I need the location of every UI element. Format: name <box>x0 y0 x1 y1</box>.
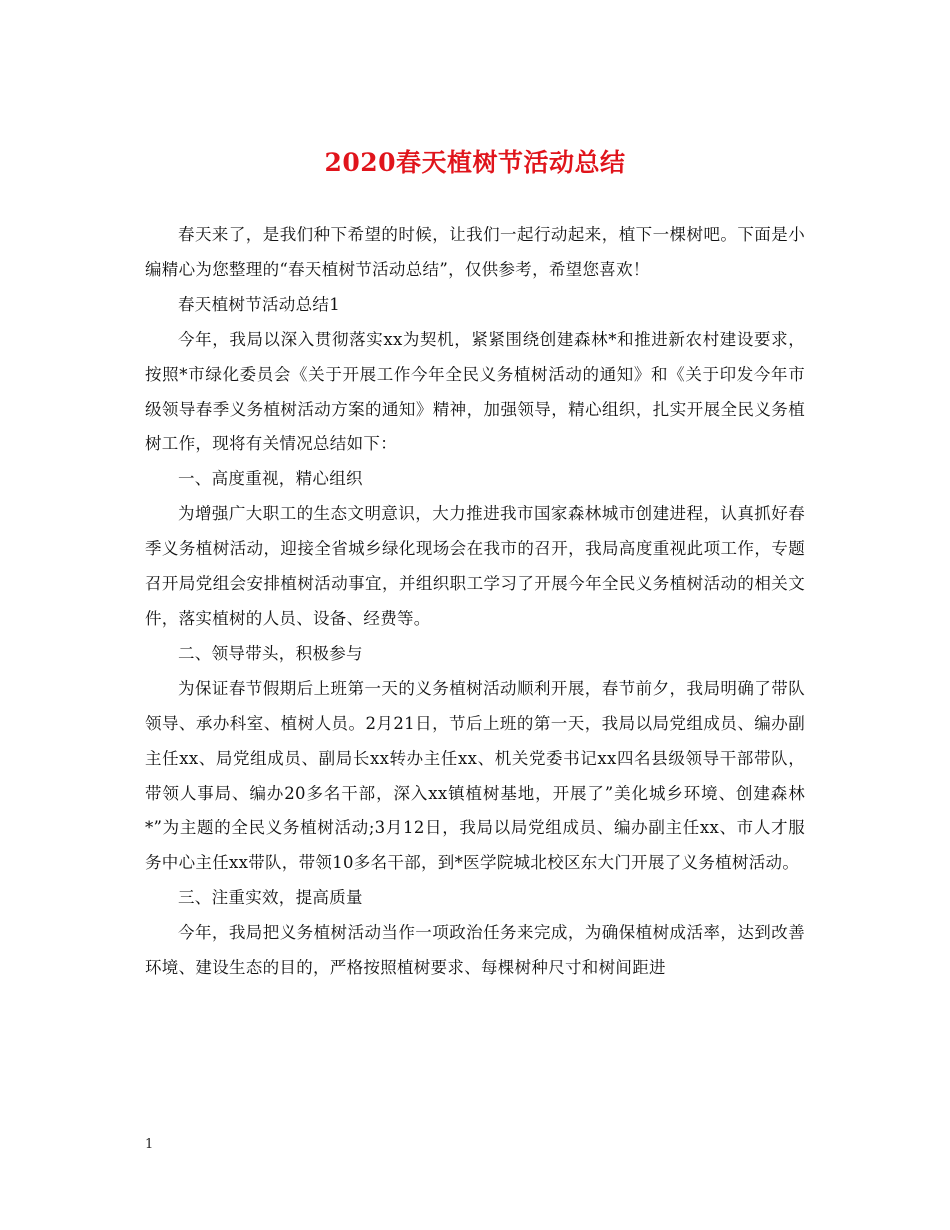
section-heading-1: 一、高度重视，精心组织 <box>178 469 363 489</box>
document-body <box>145 218 805 986</box>
page-number: 1 <box>145 1137 154 1152</box>
section-heading-summary-1: 春天植树节活动总结1 <box>178 294 340 314</box>
section-heading-3: 三、注重实效，提高质量 <box>178 888 363 908</box>
document-title: 2020春天植树节活动总结 <box>324 148 626 177</box>
body-paragraph: 今年，我局以深入贯彻落实xx为契机，紧紧围绕创建森林*和推进新农村建设要求，按照*市绿化委员会《关于开展工作今年全民义务植树活动的通知》和《关于印发今年市级领导春季义务植树活动方案的通知》精神，加强领导，精心组织，扎实开展全民义务植树工作，现将有关情况总结如下： <box>145 329 805 454</box>
intro-paragraph: 春天来了，是我们种下希望的时候，让我们一起行动起来，植下一棵树吧。下面是小编精心为您整理的“春天植树节活动总结”，仅供参考，希望您喜欢！ <box>145 225 805 279</box>
section-heading-2: 二、领导带头，积极参与 <box>178 643 363 663</box>
body-paragraph: 为保证春节假期后上班第一天的义务植树活动顺利开展，春节前夕，我局明确了带队领导、承办科室、植树人员。2月21日，节后上班的第一天，我局以局党组成员、编办副主任xx、局党组成员、副局长xx转办主任xx、机关党委书记xx四名县级领导干部带队，带领人事局、编办20多名干部，深入xx镇植树基地，开展了”美化城乡环境、创建森林*”为主题的全民义务植树活动;3月12日，我局以局党组成员、编办副主任xx、市人才服务中心主任xx带队，带领10多名干部，到*医学院城北校区东大门开展了义务植树活动。 <box>145 678 805 873</box>
body-paragraph: 为增强广大职工的生态文明意识，大力推进我市国家森林城市创建进程，认真抓好春季义务植树活动，迎接全省城乡绿化现场会在我市的召开，我局高度重视此项工作，专题召开局党组会安排植树活动事宜，并组织职工学习了开展今年全民义务植树活动的相关文件，落实植树的人员、设备、经费等。 <box>145 504 805 628</box>
body-paragraph: 今年，我局把义务植树活动当作一项政治任务来完成，为确保植树成活率，达到改善环境、建设生态的目的，严格按照植树要求、每棵树种尺寸和树间距进 <box>145 923 805 978</box>
